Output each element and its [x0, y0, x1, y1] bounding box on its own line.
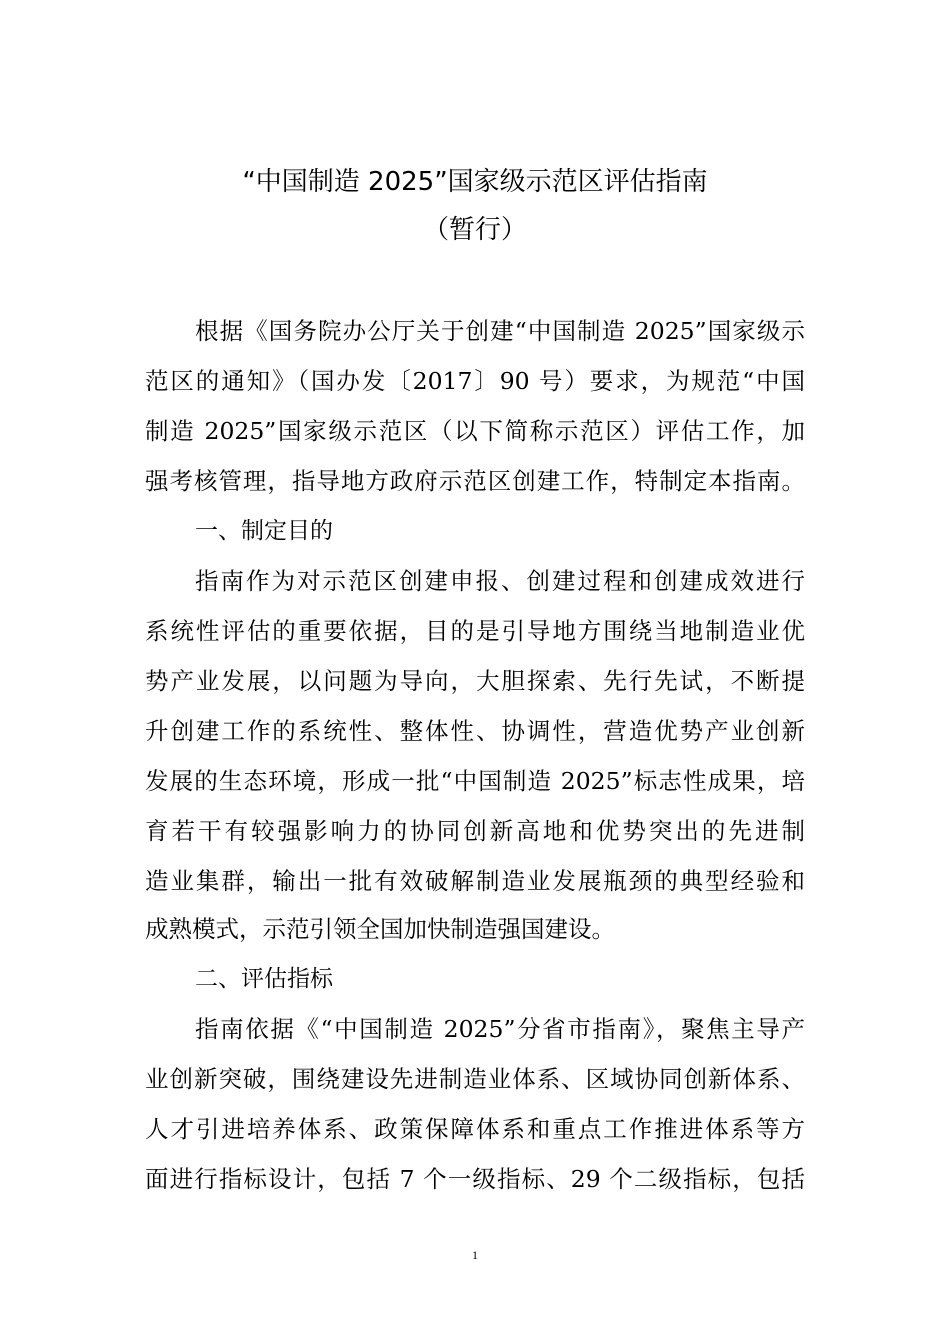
section-heading-purpose: 一、制定目的 [195, 518, 333, 544]
intro-line: 强考核管理，指导地方政府示范区创建工作，特制定本指南。 [145, 467, 805, 495]
paragraph-line: 系统性评估的重要依据，目的是引导地方围绕当地制造业优 [145, 617, 805, 645]
paragraph-line: 势产业发展，以问题为导向，大胆探索、先行先试，不断提 [145, 667, 805, 695]
paragraph-line: 指南作为对示范区创建申报、创建过程和创建成效进行 [195, 567, 805, 595]
paragraph-line: 育若干有较强影响力的协同创新高地和优势突出的先进制 [145, 817, 805, 845]
intro-line: 制造 2025”国家级示范区（以下简称示范区）评估工作，加 [145, 417, 805, 445]
paragraph-line: 成熟模式，示范引领全国加快制造强国建设。 [145, 915, 615, 943]
document-subtitle: （暂行） [422, 215, 527, 245]
paragraph-line: 面进行指标设计，包括 7 个一级指标、29 个二级指标，包括 [145, 1165, 805, 1193]
paragraph-line: 人才引进培养体系、政策保障体系和重点工作推进体系等方 [145, 1115, 805, 1143]
paragraph-line: 升创建工作的系统性、整体性、协调性，营造优势产业创新 [145, 717, 805, 745]
paragraph-line: 发展的生态环境，形成一批“中国制造 2025”标志性成果，培 [145, 767, 805, 795]
page-number: 1 [472, 1248, 478, 1262]
paragraph-line: 指南依据《“中国制造 2025”分省市指南》，聚焦主导产 [195, 1015, 805, 1043]
paragraph-line: 业创新突破，围绕建设先进制造业体系、区域协同创新体系、 [145, 1065, 805, 1093]
paragraph-line: 造业集群，输出一批有效破解制造业发展瓶颈的典型经验和 [145, 867, 805, 895]
intro-line: 范区的通知》（国办发〔2017〕90 号）要求，为规范“中国 [145, 367, 805, 395]
section-heading-indicators: 二、评估指标 [195, 966, 333, 992]
intro-line: 根据《国务院办公厅关于创建“中国制造 2025”国家级示 [195, 317, 805, 345]
document-title: “中国制造 2025”国家级示范区评估指南 [242, 167, 708, 197]
